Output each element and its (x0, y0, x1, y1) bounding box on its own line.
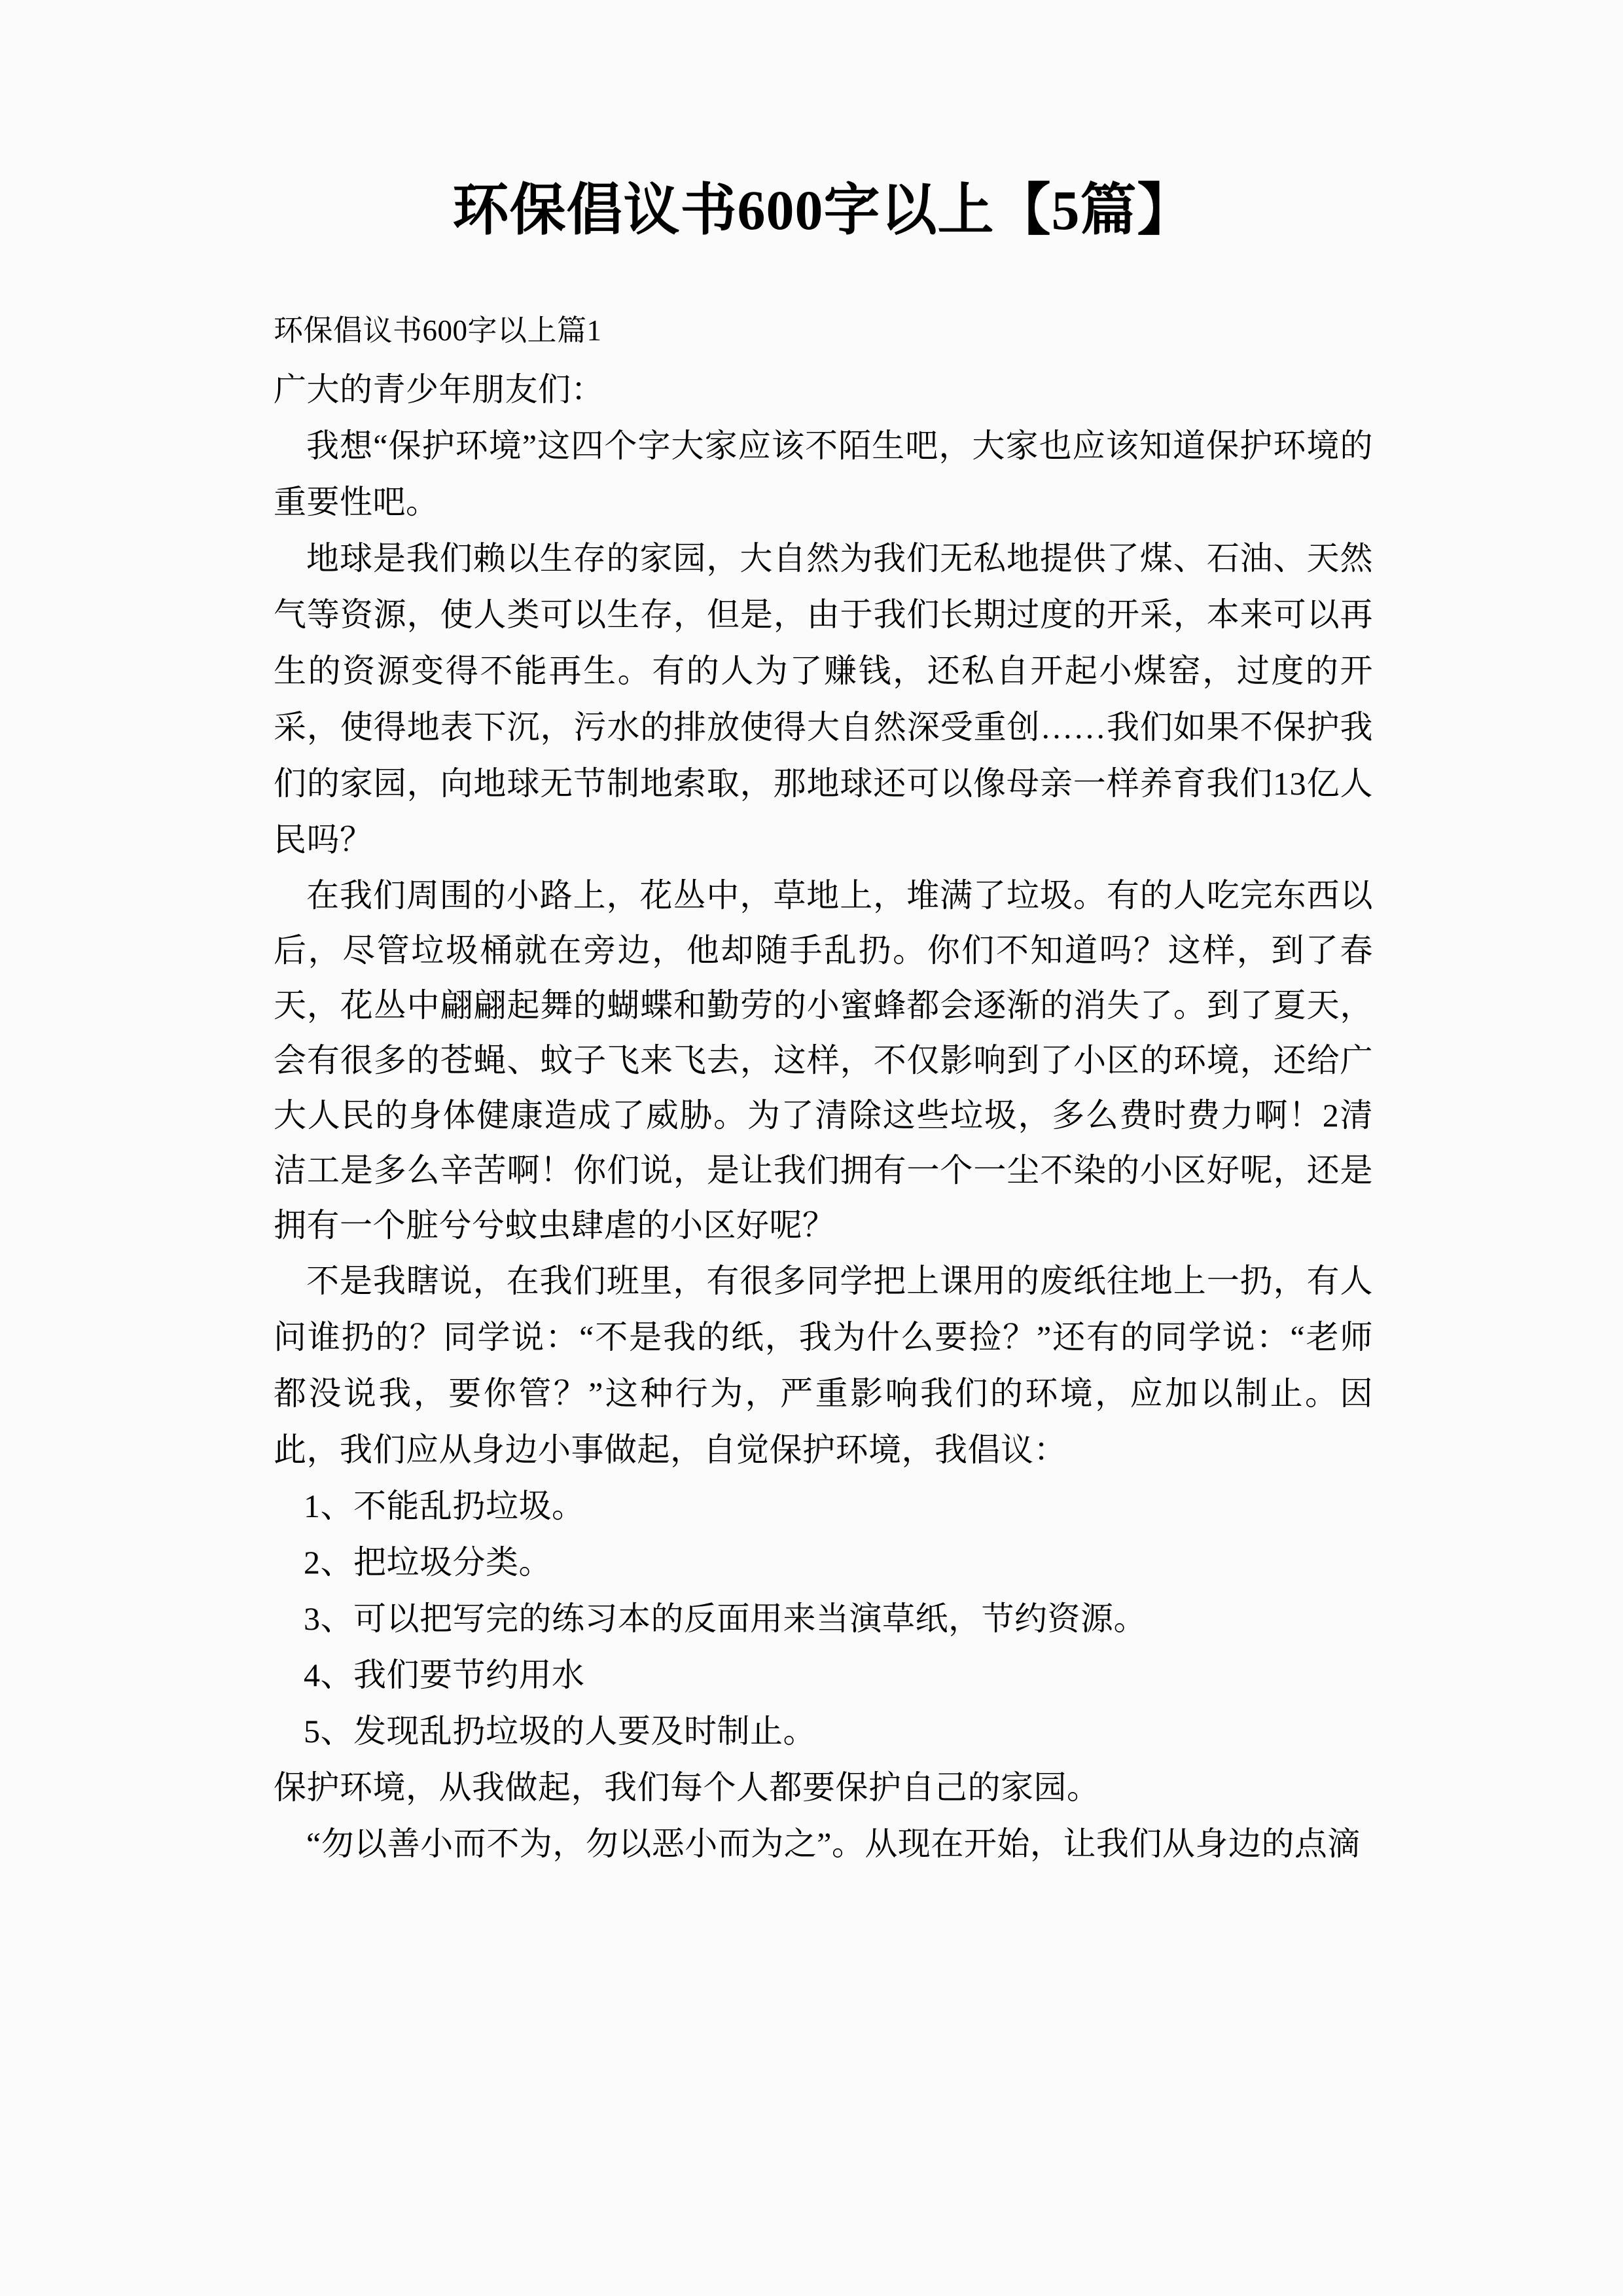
paragraph-1: 我想“保护环境”这四个字大家应该不陌生吧，大家也应该知道保护环境的重要性吧。 (274, 427, 1373, 520)
closing-paragraph-1: 保护环境，从我做起，我们每个人都要保护自己的家园。 (274, 1768, 1100, 1806)
list-item: 4、我们要节约用水 (304, 1656, 585, 1693)
paragraph-3: 在我们周围的小路上，花丛中，草地上，堆满了垃圾。有的人吃完东西以后，尽管垃圾桶就在旁边，他却随手乱扔。你们不知道吗？这样，到了春天，花丛中翩翩起舞的蝴蝶和勤劳的小蜜蜂都会逐渐的消失了。到了夏天，会有很多的苍蝇、蚊子飞来飞去，这样，不仅影响到了小区的环境，还给广大人民的身体健康造成了威胁。为了清除这些垃圾，多么费时费力啊！2清洁工是多么辛苦啊！你们说，是让我们拥有一个一尘不染的小区好呢，还是拥有一个脏兮兮蚊虫肆虐的小区好呢？ (274, 876, 1373, 1244)
salutation-line: 广大的青少年朋友们： (274, 370, 604, 408)
paragraph-4: 不是我瞎说，在我们班里，有很多同学把上课用的废纸往地上一扔，有人问谁扔的？同学说：“不是我的纸，我为什么要捡？”还有的同学说：“老师都没说我，要你管？”这种行为，严重影响我们的环境，应加以制止。因此，我们应从身边小事做起，自觉保护环境，我倡议： (274, 1262, 1373, 1468)
closing-paragraph-2: “勿以善小而不为，勿以恶小而为之”。从现在开始，让我们从身边的点滴 (306, 1825, 1361, 1862)
list-item: 2、把垃圾分类。 (304, 1543, 552, 1581)
page-title: 环保倡议书600字以上【5篇】 (452, 179, 1194, 242)
section-heading: 环保倡议书600字以上篇1 (274, 314, 602, 347)
paragraph-2: 地球是我们赖以生存的家园，大自然为我们无私地提供了煤、石油、天然气等资源，使人类可以生存，但是，由于我们长期过度的开采，本来可以再生的资源变得不能再生。有的人为了赚钱，还私自开起小煤窑，过度的开采，使得地表下沉，污水的排放使得大自然深受重创……我们如果不保护我们的家园，向地球无节制地索取，那地球还可以像母亲一样养育我们13亿人民吗？ (274, 539, 1373, 858)
list-item: 3、可以把写完的练习本的反面用来当演草纸，节约资源。 (304, 1600, 1147, 1637)
document-body (274, 304, 1373, 1872)
list-item: 1、不能乱扔垃圾。 (304, 1487, 585, 1524)
document-content-column (274, 0, 1373, 1862)
list-item: 5、发现乱扔垃圾的人要及时制止。 (304, 1712, 816, 1749)
